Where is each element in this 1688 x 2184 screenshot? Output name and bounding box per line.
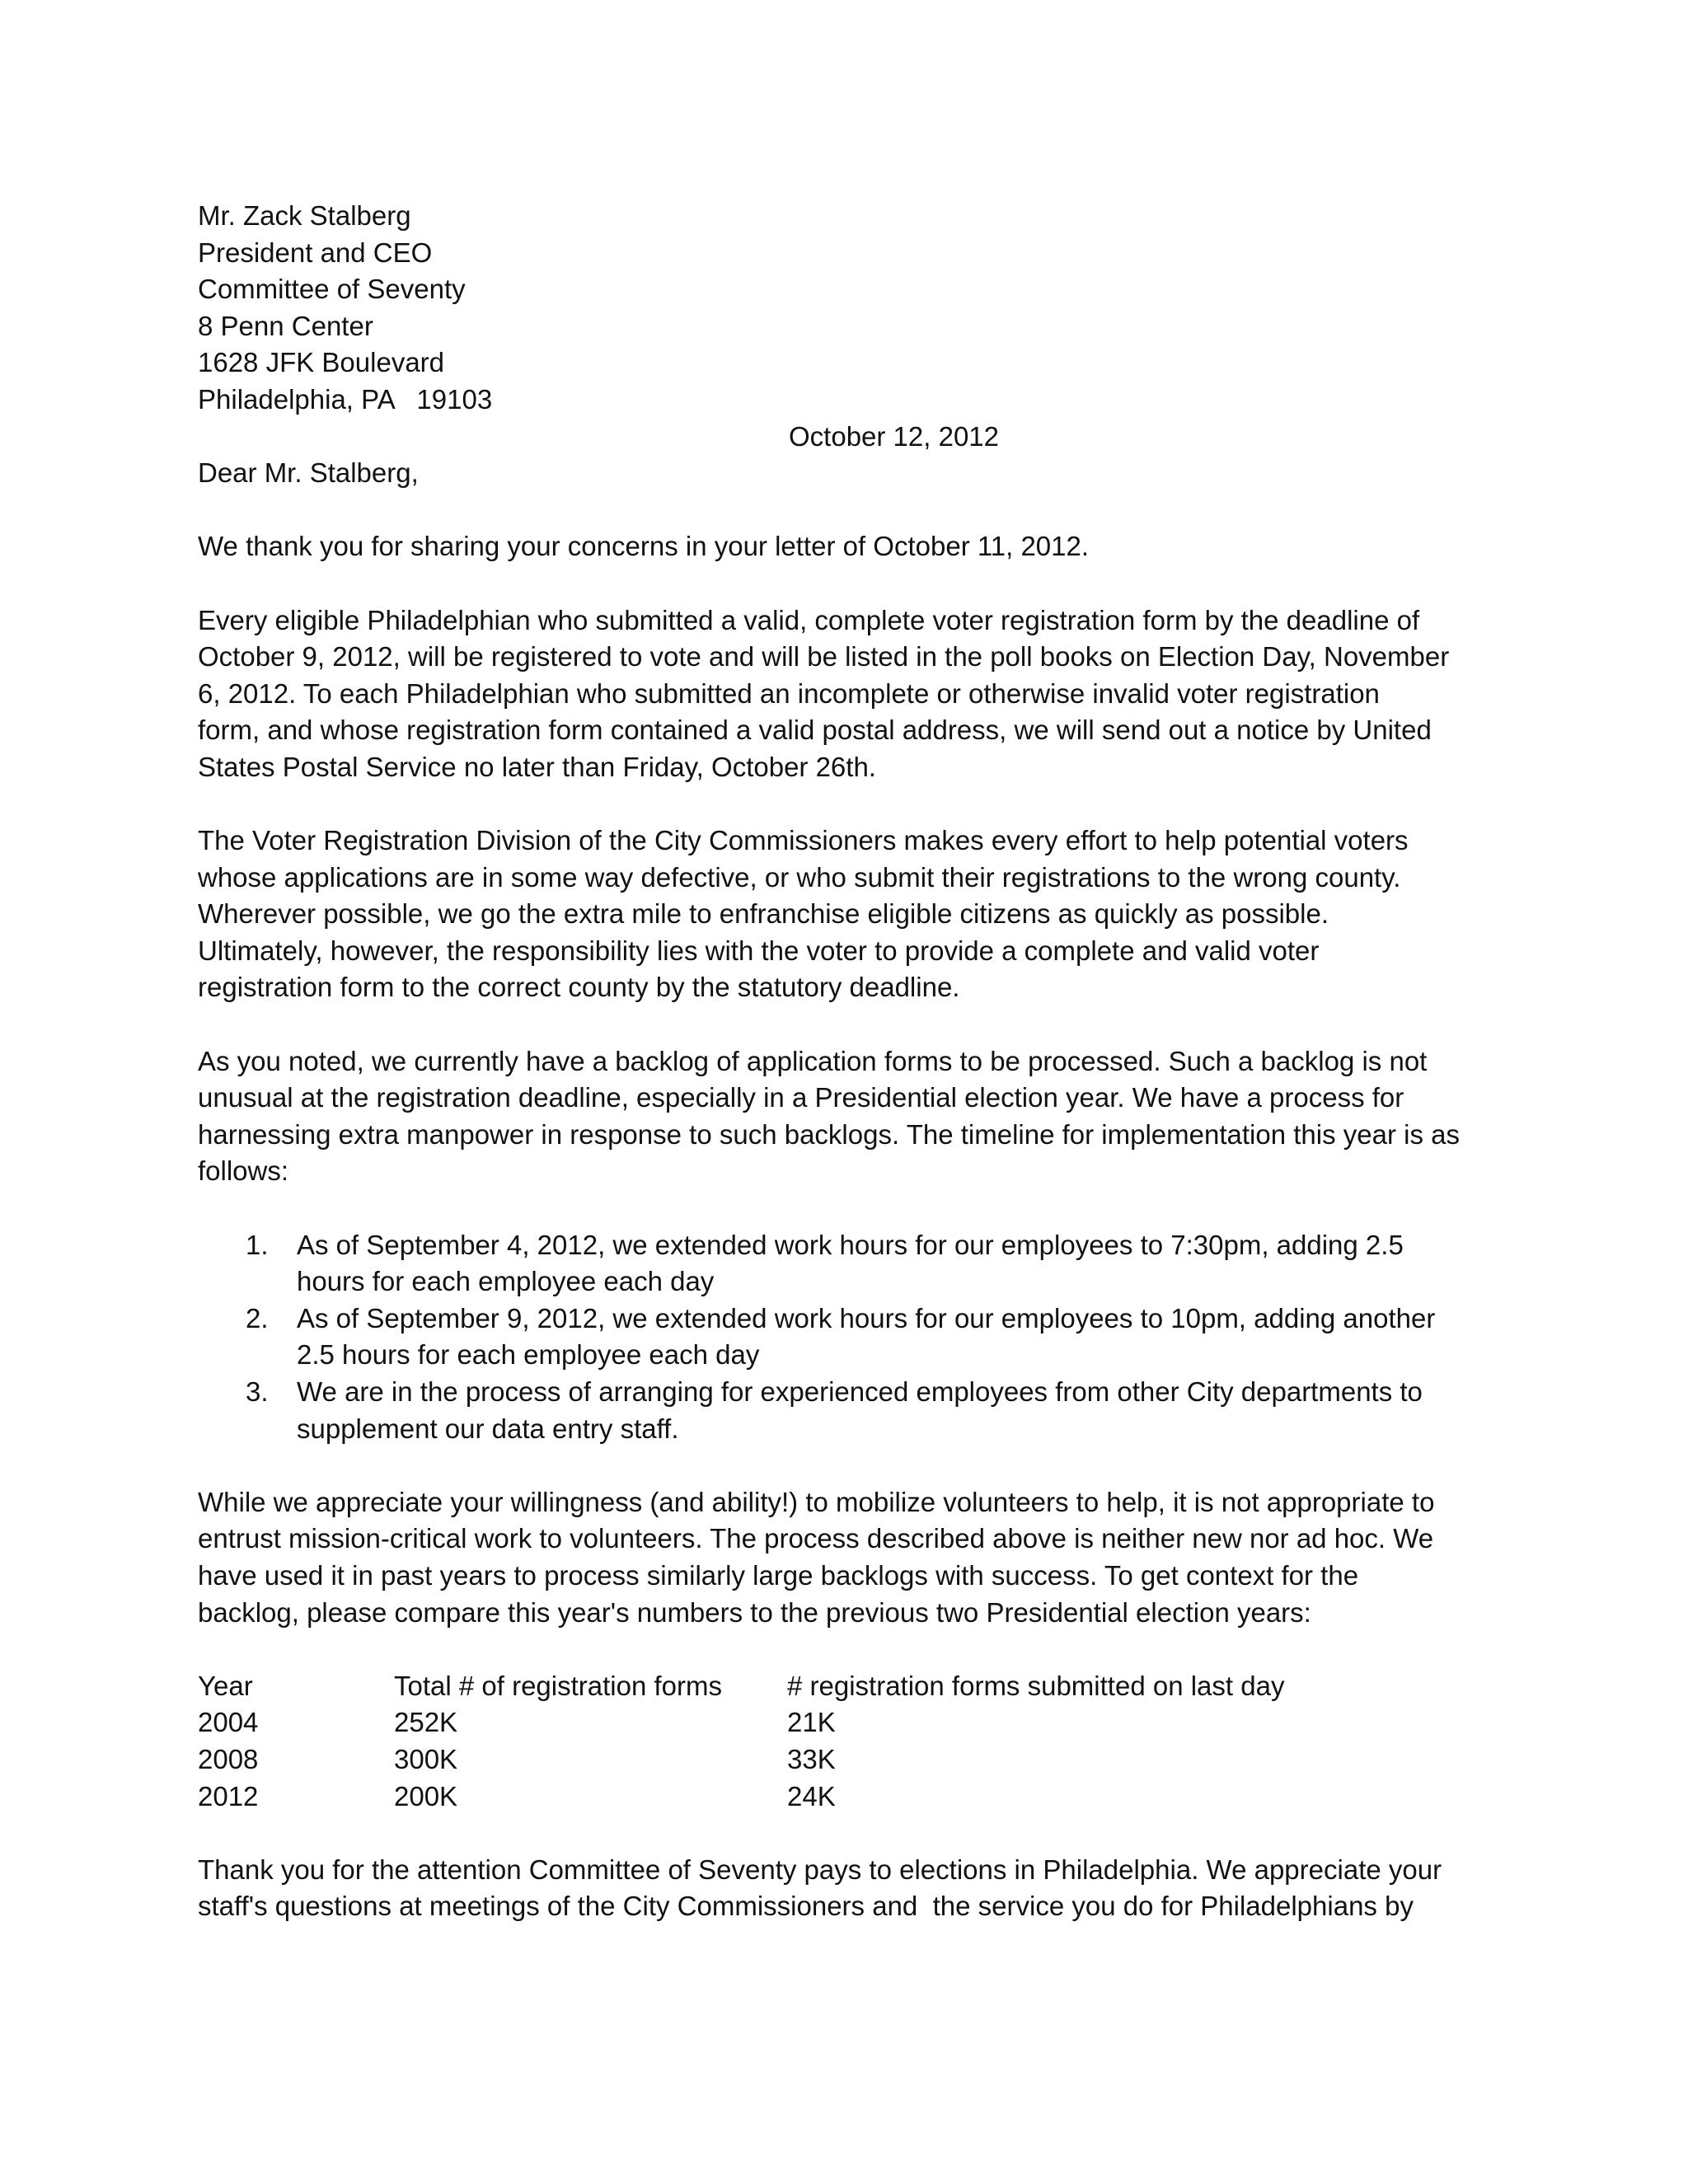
- paragraph-line: whose applications are in some way defective, or who submit their registrations to the wrong county.: [198, 861, 1401, 893]
- timeline-item-line: 2.5 hours for each employee each day: [297, 1339, 760, 1371]
- paragraph-line: registration form to the correct county by the statutory deadline.: [198, 972, 960, 1003]
- paragraph-thanks: [198, 528, 1500, 565]
- table-cell: 21K: [787, 1707, 836, 1738]
- paragraph-line: Wherever possible, we go the extra mile to enfranchise eligible citizens as quickly as possible.: [198, 898, 1329, 930]
- table-header-cell: # registration forms submitted on last day: [787, 1670, 1285, 1701]
- spacer: [198, 492, 1500, 529]
- paragraph-closing: [198, 1852, 1500, 1925]
- recipient-city-state-zip: Philadelphia, PA 19103: [198, 383, 493, 415]
- table-cell: 24K: [787, 1780, 836, 1811]
- paragraph-line: staff's questions at meetings of the City Commissioners and the service you do for Philadelphians by: [198, 1891, 1414, 1922]
- recipient-address-line1: 8 Penn Center: [198, 310, 373, 341]
- table-header-cell: Total # of registration forms: [394, 1670, 722, 1701]
- paragraph-registration-status: [198, 602, 1500, 786]
- table-cell: 2004: [198, 1707, 259, 1738]
- table-header-cell: Year: [198, 1670, 253, 1701]
- salutation: Dear Mr. Stalberg,: [198, 457, 419, 489]
- paragraph-line: entrust mission-critical work to volunteers. The process described above is neither new nor ad hoc. We: [198, 1523, 1434, 1554]
- paragraph-line: Thank you for the attention Committee of Seventy pays to elections in Philadelphia. We appreciate your: [198, 1854, 1442, 1885]
- paragraph-line: We thank you for sharing your concerns in your letter of October 11, 2012.: [198, 531, 1090, 562]
- paragraph-line: harnessing extra manpower in response to such backlogs. The timeline for implementation this year is as: [198, 1118, 1460, 1150]
- table-cell: 252K: [394, 1707, 458, 1738]
- table-cell: 33K: [787, 1743, 836, 1774]
- timeline-item-line: As of September 4, 2012, we extended work hours for our employees to 7:30pm, adding 2.5: [297, 1229, 1404, 1260]
- paragraph-line: As you noted, we currently have a backlog of application forms to be processed. Such a backlog is not: [198, 1045, 1428, 1076]
- table-header-row: [198, 1668, 1284, 1705]
- paragraph-line: October 9, 2012, will be registered to vote and will be listed in the poll books on Election Day, November: [198, 641, 1450, 673]
- paragraph-line: The Voter Registration Division of the City Commissioners makes every effort to help potential voters: [198, 825, 1409, 856]
- timeline-item-line: supplement our data entry staff.: [297, 1413, 679, 1444]
- registration-stats-table: [198, 1668, 1284, 1815]
- recipient-name: Mr. Zack Stalberg: [198, 200, 411, 231]
- paragraph-line: While we appreciate your willingness (and ability!) to mobilize volunteers to help, it is not appropriate to: [198, 1486, 1435, 1517]
- timeline-item-number: 2.: [246, 1302, 269, 1333]
- paragraph-line: 6, 2012. To each Philadelphian who submitted an incomplete or otherwise invalid voter registration: [198, 677, 1380, 709]
- letter-date: October 12, 2012: [789, 420, 1000, 452]
- table-cell: 300K: [394, 1743, 458, 1774]
- recipient-organization: Committee of Seventy: [198, 274, 466, 305]
- paragraph-voter-division: [198, 823, 1500, 1006]
- table-cell: 2012: [198, 1780, 259, 1811]
- table-cell: 2008: [198, 1743, 259, 1774]
- timeline-item-line: hours for each employee each day: [297, 1266, 715, 1297]
- timeline-list: [198, 1227, 1500, 1448]
- paragraph-line: States Postal Service no later than Friday, October 26th.: [198, 751, 876, 782]
- timeline-item-number: 3.: [246, 1376, 269, 1407]
- recipient-address: [198, 198, 1500, 419]
- table-cell: 200K: [394, 1780, 458, 1811]
- paragraph-backlog: [198, 1043, 1500, 1190]
- paragraph-line: Ultimately, however, the responsibility lies with the voter to provide a complete and valid voter: [198, 935, 1320, 966]
- paragraph-line: unusual at the registration deadline, especially in a Presidential election year. We have a process for: [198, 1082, 1404, 1113]
- timeline-item-line: We are in the process of arranging for experienced employees from other City departments to: [297, 1376, 1423, 1407]
- letter-page: [198, 198, 1500, 1962]
- timeline-item: [198, 1301, 1500, 1374]
- table-row: [198, 1779, 1284, 1816]
- timeline-item-number: 1.: [246, 1229, 269, 1260]
- paragraph-line: Every eligible Philadelphian who submitted a valid, complete voter registration form by the deadline of: [198, 604, 1420, 635]
- paragraph-line: have used it in past years to process similarly large backlogs with success. To get context for the: [198, 1559, 1359, 1591]
- timeline-item: [198, 1227, 1500, 1301]
- timeline-item-line: As of September 9, 2012, we extended work hours for our employees to 10pm, adding another: [297, 1302, 1436, 1333]
- table-row: [198, 1741, 1284, 1779]
- table-row: [198, 1704, 1284, 1741]
- timeline-item: [198, 1374, 1500, 1447]
- recipient-address-line2: 1628 JFK Boulevard: [198, 347, 445, 378]
- paragraph-line: follows:: [198, 1155, 289, 1187]
- recipient-title: President and CEO: [198, 237, 433, 268]
- paragraph-volunteers: [198, 1484, 1500, 1631]
- paragraph-line: backlog, please compare this year's numbers to the previous two Presidential election years:: [198, 1596, 1311, 1628]
- paragraph-line: form, and whose registration form contained a valid postal address, we will send out a notice by United: [198, 715, 1432, 746]
